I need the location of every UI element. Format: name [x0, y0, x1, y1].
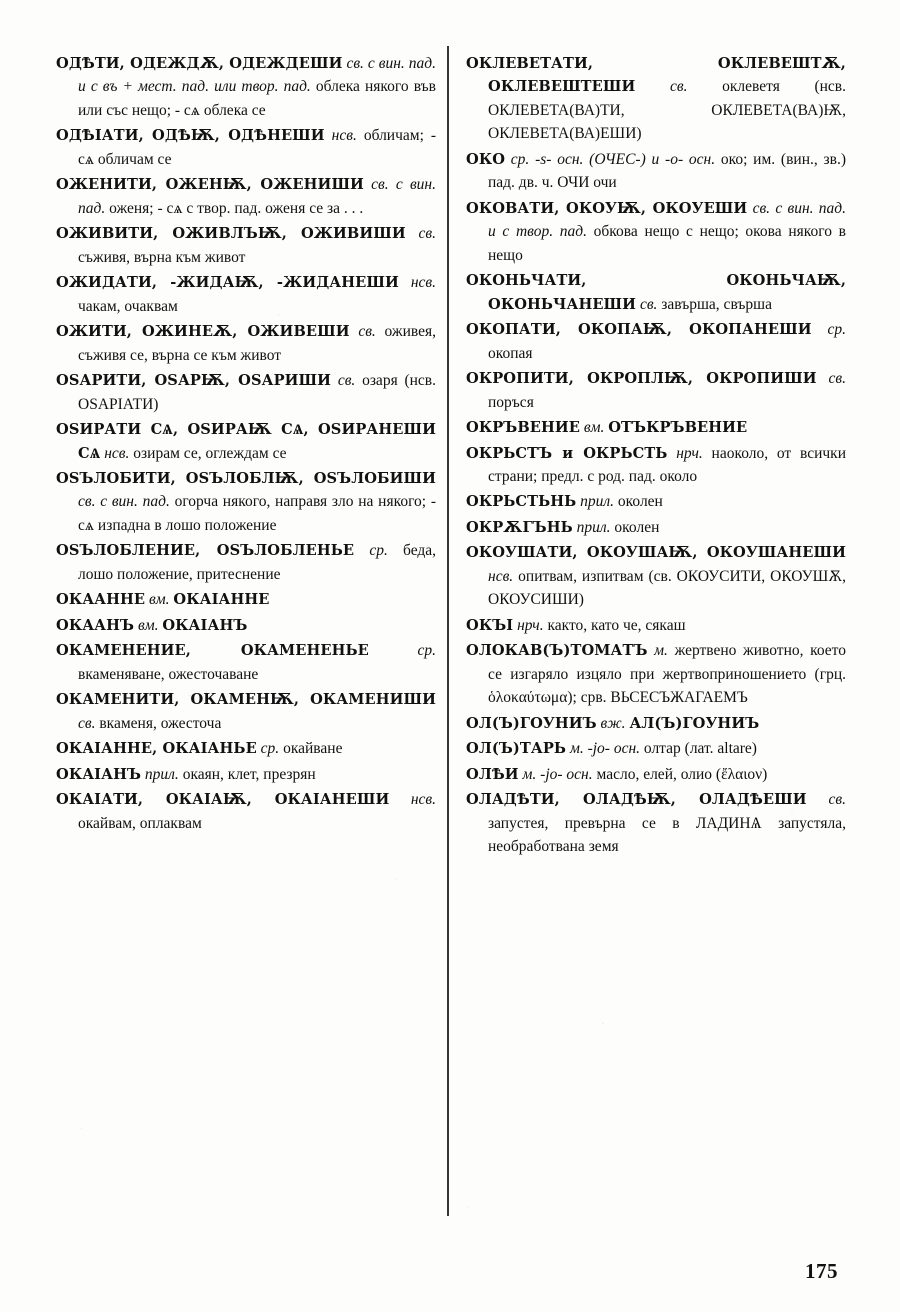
entry-grammar: прил.	[580, 493, 615, 511]
dictionary-entry	[56, 588, 436, 611]
entry-headword: ОЖИТИ, ОЖИНЕѪ, ОЖИВЕШИ	[56, 323, 350, 341]
entry-headword: ОЅАРИТИ, ОЅАРѬ, ОЅАРИШИ	[56, 372, 332, 390]
entry-gloss: беда, лошо положение, притеснение	[78, 542, 437, 583]
entry-gloss: наоколо, от всички страни; предл. с род. пад. около	[488, 444, 846, 485]
dictionary-entry	[466, 490, 846, 513]
entry-gloss: огорча някого, направя зло на някого; - сѧ изпадна в лошо положение	[78, 493, 437, 534]
entry-headword: ОКАМЕНИТИ, ОКАМЕНѬ, ОКАМЕНИШИ	[56, 691, 436, 709]
entry-grammar: вм.	[137, 616, 159, 634]
entry-grammar: св.	[828, 791, 847, 809]
entry-grammar: вм.	[583, 419, 605, 437]
dictionary-entry	[466, 416, 846, 439]
left-column	[56, 52, 436, 835]
entry-headword: ОЛАДѢТИ, ОЛАДѢѬ, ОЛАДѢЕШИ	[466, 791, 807, 809]
entry-headword: ОКРѪГЪНЬ	[466, 518, 573, 536]
entry-gloss: поръся	[488, 393, 534, 411]
entry-grammar: св. с вин. пад.	[78, 493, 170, 511]
entry-gloss: вкаменяване, ожесточаване	[78, 665, 259, 683]
entry-gloss: оклеветя (нсв. ОКЛЕВЕТА(ВА)ТИ, ОКЛЕВЕТА(ВА)Ѭ, ОКЛЕВЕТА(ВА)ЕШИ)	[488, 78, 846, 143]
entry-headword: ОЖЕНИТИ, ОЖЕНѬ, ОЖЕНИШИ	[56, 176, 364, 194]
dictionary-entry	[56, 467, 436, 537]
entry-gloss: околен	[614, 518, 660, 536]
entry-grammar: нрч.	[676, 444, 703, 462]
entry-headword: ОКОВАТИ, ОКОУѬ, ОКОУЕШИ	[466, 199, 748, 217]
dictionary-entry	[56, 369, 436, 416]
entry-headword: ОЛ(Ъ)ТАРЬ	[466, 740, 567, 758]
entry-gloss: обличам; - сѧ обличам се	[78, 127, 437, 168]
entry-headword: ОКРОПИТИ, ОКРОПЛѬ, ОКРОПИШИ	[466, 370, 817, 388]
entry-grammar: св. с вин. пад.	[78, 176, 436, 217]
entry-gloss: олтар (лат. altare)	[643, 740, 757, 758]
entry-headword: ОКЛЕВЕТАТИ, ОКЛЕВЕШТѪ, ОКЛЕВЕШТЕШИ	[466, 55, 846, 96]
entry-grammar: вм.	[149, 591, 170, 609]
entry-gloss: око; им. (вин., зв.) пад. дв. ч. ОЧИ очи	[488, 150, 847, 192]
dictionary-entry	[56, 320, 436, 367]
entry-headword: ОЛ(Ъ)ГОУНИЪ	[466, 714, 597, 732]
entry-grammar: нсв.	[410, 791, 436, 809]
entry-gloss: облека някого във или със нещо; - сѧ облека се	[78, 78, 436, 119]
dictionary-entry	[466, 516, 846, 539]
dictionary-entry	[56, 124, 436, 171]
entry-grammar: м.	[654, 642, 668, 660]
dictionary-entry	[466, 541, 846, 611]
entry-gloss: ОКАІАННЕ	[173, 591, 270, 609]
entry-grammar: св.	[828, 370, 847, 388]
entry-headword: ОКОНЬЧАТИ, ОКОНЬЧАѬ, ОКОНЬЧАНЕШИ	[466, 272, 846, 313]
entry-gloss: окайвам, оплаквам	[78, 814, 202, 832]
page-number: 175	[805, 1259, 838, 1283]
entry-grammar: ср. -s- осн. (ОЧЕС-) и -о- осн.	[510, 150, 716, 168]
entry-grammar: м. -jo- осн.	[569, 740, 641, 758]
dictionary-entry	[466, 639, 846, 709]
dictionary-entry	[56, 52, 436, 122]
entry-gloss: озаря (нсв. ОЅАРІАТИ)	[78, 372, 436, 413]
dictionary-entry	[466, 318, 846, 365]
entry-headword: ОЅЪЛОБЛЕНИЕ, ОЅЪЛОБЛЕНЬЕ	[56, 542, 355, 560]
dictionary-entry	[56, 173, 436, 220]
entry-headword: ОЅИРАТИ СѦ, ОЅИРАѬ СѦ, ОЅИРАНЕШИ СѦ	[56, 421, 436, 462]
entry-headword: ОДѢІАТИ, ОДѢѬ, ОДѢНЕШИ	[56, 127, 325, 145]
entry-headword: ОЖИДАТИ, -ЖИДАѬ, -ЖИДАНЕШИ	[56, 274, 399, 292]
entry-gloss: вкаменя, ожесточа	[99, 714, 222, 732]
entry-grammar: нрч.	[517, 616, 544, 634]
entry-grammar: нсв.	[104, 444, 130, 462]
dictionary-entry	[466, 788, 846, 858]
entry-headword: ОЛѢИ	[466, 765, 519, 783]
dictionary-entry	[466, 148, 846, 195]
entry-headword: ОЖИВИТИ, ОЖИВЛЪѬ, ОЖИВИШИ	[56, 225, 406, 243]
entry-grammar: вж.	[600, 714, 626, 732]
dictionary-entry	[56, 418, 436, 465]
entry-gloss: оживея, съживя се, върна се към живот	[78, 323, 437, 364]
entry-grammar: м. -jo- осн.	[522, 765, 593, 783]
entry-headword: ОКААННЕ	[56, 591, 146, 609]
entry-headword: ОЛОКАВ(Ъ)ТОМАТЪ	[466, 642, 648, 660]
entry-gloss: обкова нещо с нещо; окова някого в нещо	[488, 223, 846, 264]
entry-gloss: жертвено животно, което се изгаряло изцяло при жертвоприношението (грц. ὁλοκαύτωμα); срв. ВЬСЕСЪЖАГАЕМЪ	[488, 642, 846, 707]
entry-grammar: св. с вин. пад. и с твор. пад.	[488, 199, 847, 241]
dictionary-entry	[56, 737, 436, 760]
entry-grammar: ср.	[417, 642, 436, 660]
right-column	[466, 52, 846, 858]
dictionary-entry	[466, 712, 846, 735]
entry-headword: ОКРЬСТЬНЬ	[466, 493, 577, 511]
entry-headword: ОКАІАННЕ, ОКАІАНЬЕ	[56, 740, 257, 758]
entry-gloss: ОКАІАНЪ	[162, 616, 248, 634]
entry-grammar: нсв.	[410, 274, 436, 292]
entry-headword: ОКРЪВЕНИЕ	[466, 419, 580, 437]
entry-grammar: св.	[670, 78, 688, 96]
dictionary-entry	[56, 688, 436, 735]
entry-grammar: прил.	[576, 518, 611, 536]
entry-headword: ОКО	[466, 150, 506, 168]
entry-grammar: ср.	[369, 542, 388, 560]
column-divider-rule	[447, 46, 449, 1216]
entry-grammar: св. с вин. пад. и с въ + мест. пад. или твор. пад.	[78, 55, 436, 96]
entry-headword: ОКАМЕНЕНИЕ, ОКАМЕНЕНЬЕ	[56, 642, 369, 660]
entry-grammar: прил.	[144, 765, 179, 783]
entry-grammar: ср.	[827, 321, 846, 339]
entry-gloss: окопая	[488, 344, 533, 362]
entry-headword: ОКОПАТИ, ОКОПАѬ, ОКОПАНЕШИ	[466, 321, 812, 339]
entry-grammar: св.	[418, 225, 437, 243]
dictionary-entry	[466, 737, 846, 760]
entry-grammar: св.	[358, 323, 376, 341]
entry-headword: ОДѢТИ, ОДЕЖДѪ, ОДЕЖДЕШИ	[56, 55, 343, 72]
entry-headword: ОКАІАТИ, ОКАІАѬ, ОКАІАНЕШИ	[56, 791, 390, 809]
entry-gloss: завърша, свърша	[661, 295, 772, 313]
entry-gloss: запустея, превърна се в ЛАДИНѦ запустяла, необработвана земя	[488, 814, 846, 855]
dictionary-entry	[56, 271, 436, 318]
entry-gloss: озирам се, оглеждам се	[133, 444, 287, 462]
entry-gloss: чакам, очаквам	[78, 297, 178, 315]
dictionary-entry	[466, 197, 846, 267]
entry-grammar: св.	[337, 372, 356, 390]
dictionary-entry	[56, 639, 436, 686]
entry-gloss: съживя, върна към живот	[78, 248, 246, 266]
entry-headword: ОЅЪЛОБИТИ, ОЅЪЛОБЛѬ, ОЅЪЛОБИШИ	[56, 469, 436, 487]
entry-headword: ОКАІАНЪ	[56, 765, 142, 783]
entry-grammar: нсв.	[331, 127, 357, 145]
entry-grammar: нсв.	[488, 567, 514, 585]
entry-gloss: опитвам, изпитвам (св. ОКОУСИТИ, ОКОУШѪ, ОКОУСИШИ)	[488, 567, 846, 609]
entry-grammar: св.	[78, 714, 96, 732]
entry-gloss: както, като че, сякаш	[547, 616, 686, 634]
dictionary-entry	[466, 269, 846, 316]
entry-grammar: св.	[639, 295, 658, 313]
entry-headword: ОКААНЪ	[56, 616, 135, 634]
entry-gloss: ОТЪКРЪВЕНИЕ	[608, 419, 748, 437]
dictionary-entry	[56, 788, 436, 835]
dictionary-entry	[56, 222, 436, 269]
dictionary-entry	[56, 614, 436, 637]
entry-gloss: АЛ(Ъ)ГОУНИЪ	[629, 714, 760, 732]
entry-grammar: ср.	[260, 740, 280, 758]
dictionary-entry	[466, 614, 846, 637]
entry-gloss: масло, елей, олио (ἔλαιον)	[596, 765, 768, 783]
dictionary-entry	[466, 442, 846, 489]
dictionary-entry	[56, 763, 436, 786]
dictionary-entry	[466, 52, 846, 146]
entry-gloss: окайване	[283, 740, 343, 758]
dictionary-entry	[56, 539, 436, 586]
entry-headword: ОКОУШАТИ, ОКОУШАѬ, ОКОУШАНЕШИ	[466, 544, 846, 562]
entry-gloss: оженя; - сѧ с твор. пад. оженя се за . . .	[109, 199, 364, 217]
dictionary-entry	[466, 763, 846, 786]
entry-gloss: окаян, клет, презрян	[182, 765, 316, 783]
entry-headword: ОКЪI	[466, 616, 514, 634]
entry-gloss: околен	[617, 493, 663, 511]
entry-headword: ОКРЬСТЪ и ОКРЬСТЬ	[466, 444, 668, 462]
dictionary-entry	[466, 367, 846, 414]
